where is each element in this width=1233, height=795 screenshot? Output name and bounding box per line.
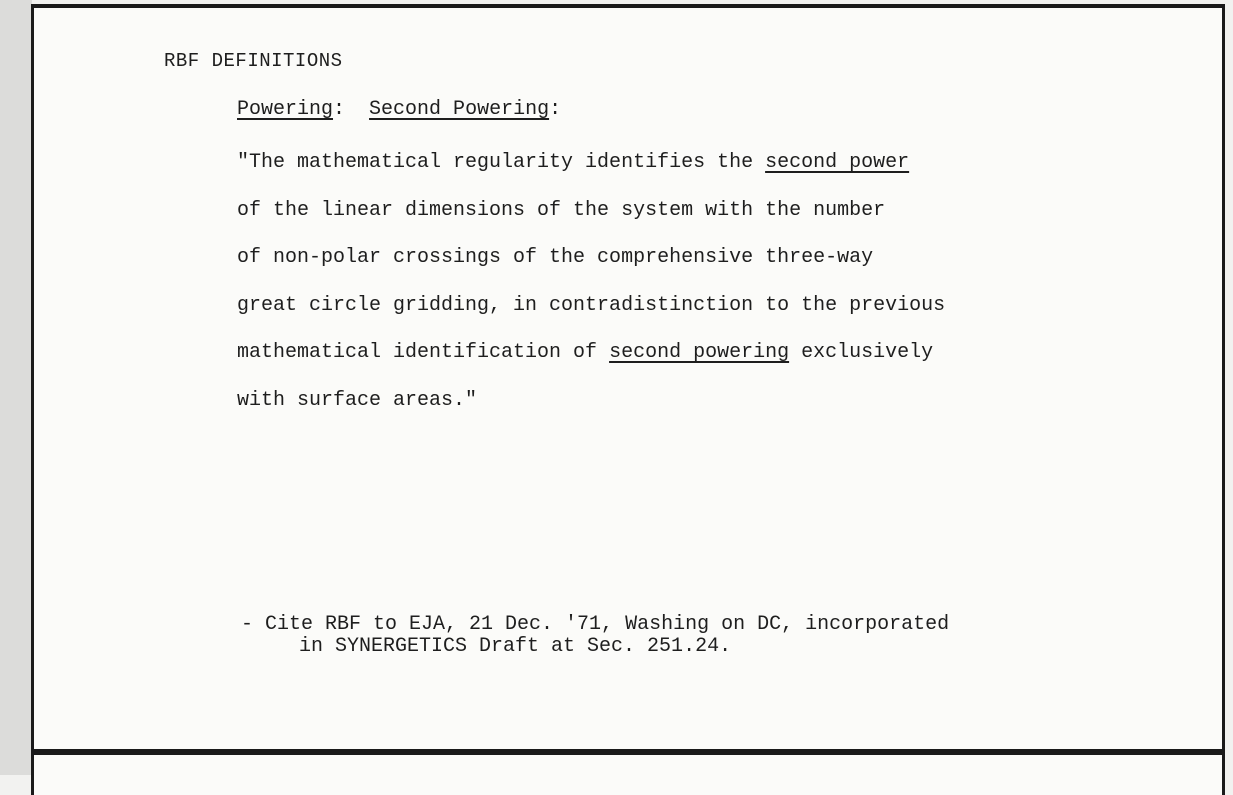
quote-line-5 [237,329,945,377]
card-heading: RBF DEFINITIONS [164,50,343,72]
quote-line-5-text: mathematical identification of [237,341,610,364]
citation [241,614,949,658]
next-card-edge [31,752,1225,795]
term-line [237,98,561,121]
quote-line-3: of non-polar crossings of the comprehensive three-way [237,246,874,269]
citation-line-1: - Cite RBF to EJA, 21 Dec. '71, Washing on DC, incorporated [241,613,950,636]
subterm-separator: : [549,98,562,121]
subterm-label: Second Powering [369,98,550,121]
term-label: Powering [237,98,334,121]
quote-line-1-text: "The mathematical regularity identifies the [237,151,766,174]
quote-line-5-end: exclusively [789,341,934,364]
quote-emphasis-second-powering: second powering [609,341,790,364]
quote-emphasis-second-power: second power [765,151,910,174]
definition-card [31,4,1225,752]
quote-line-6: with surface areas." [237,388,478,412]
term-separator: : [333,98,346,121]
quote-line-2: of the linear dimensions of the system with the number [237,198,886,222]
left-margin-strip [0,0,32,775]
quote-line-1 [237,139,945,187]
quote-line-4: great circle gridding, in contradistinction to the previous [237,293,946,317]
citation-line-2: in SYNERGETICS Draft at Sec. 251.24. [299,635,732,658]
definition-quote [237,139,945,424]
